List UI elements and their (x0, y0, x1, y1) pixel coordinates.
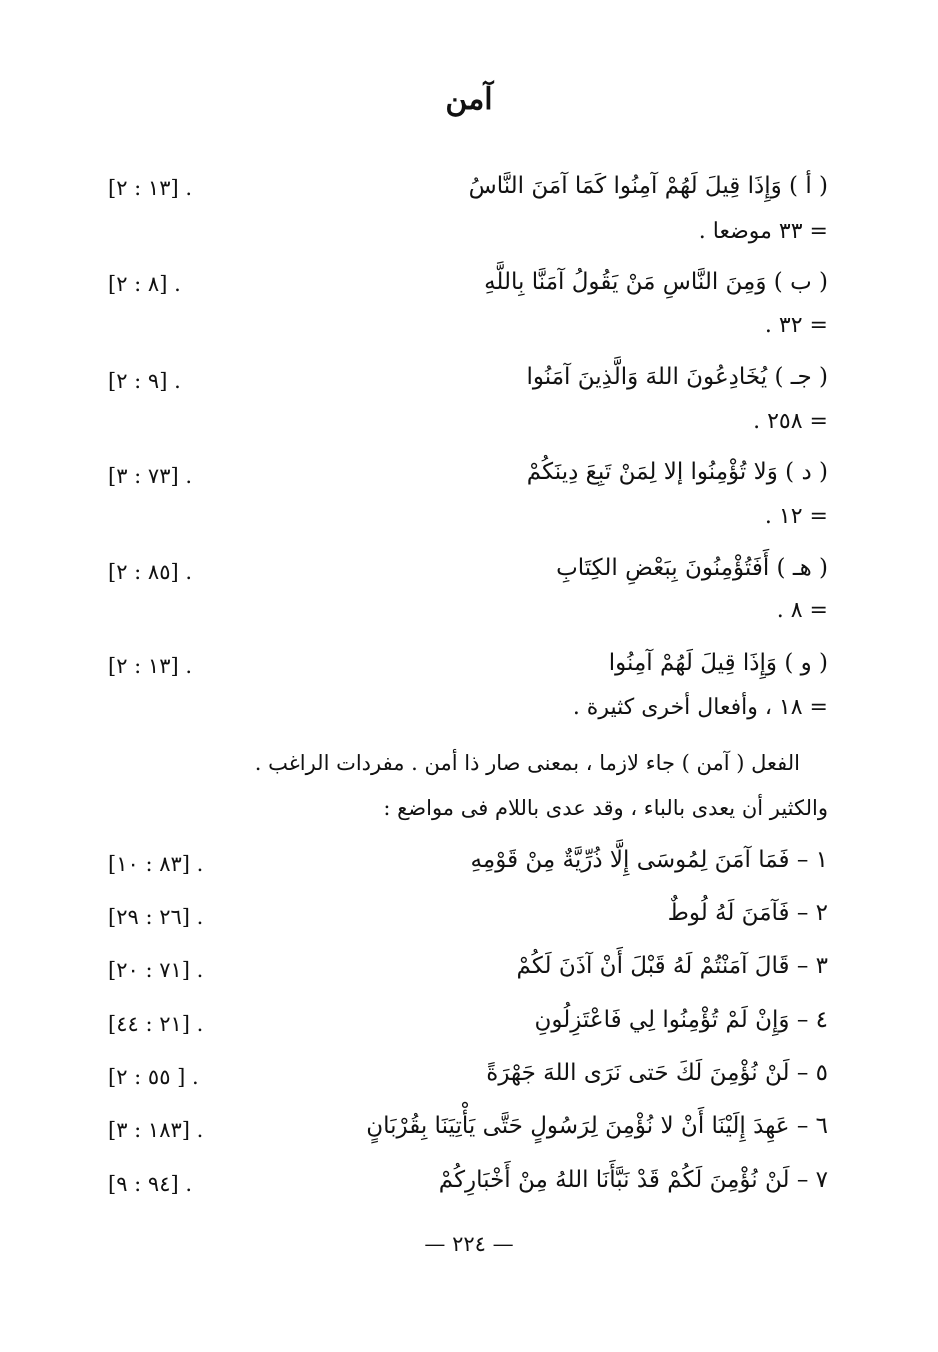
entry-count: = ٢٥٨ . (753, 409, 828, 434)
entry-ref: . [٩٤ : ٩] (108, 1172, 193, 1196)
entry-count: = ١٨ ، وأفعال أخرى كثيرة . (572, 695, 828, 720)
entry-ref: . [٨ : ٢] (108, 272, 181, 296)
entry-count: = ٣٣ موضعا . (698, 219, 828, 244)
entry-text: ١ – فَمَا آمَنَ لِمُوسَى إِلَّا ذُرِّيَّةٌ مِنْ قَوْمِهِ (470, 847, 828, 873)
entry-text: ٢ – فَآمَنَ لَهُ لُوطٌ (667, 900, 828, 926)
entry-text: ( هـ ) أَفَتُؤْمِنُونَ بِبَعْضِ الكِتَابِ (556, 555, 828, 581)
entry-text: ( جـ ) يُخَادِعُونَ اللهَ وَالَّذِينَ آمَنُوا (526, 364, 828, 390)
entry-text: ( د ) وَلا تُؤْمِنُوا إلا لِمَنْ تَبِعَ دِينَكُمْ (526, 459, 828, 485)
entry-text: ٦ – عَهِدَ إِلَيْنَا أَنْ لا نُؤْمِنَ لِرَسُولٍ حَتَّى يَأْتِيَنَا بِقُرْبَانٍ (366, 1113, 828, 1139)
entry-ref: . [١٣ : ٢] (108, 654, 193, 678)
entry-ref: . [٨٣ : ١٠] (108, 852, 204, 876)
entry-text: ( أ ) وَإِذَا قِيلَ لَهُمْ آمِنُوا كَمَا آمَنَ النَّاسُ (468, 173, 828, 199)
page-title: آمن (445, 82, 493, 117)
entry-text: ٤ – وَإِنْ لَمْ تُؤْمِنُوا لِي فَاعْتَزِلُونِ (534, 1007, 828, 1033)
entry-text: ( ب ) وَمِنَ النَّاسِ مَنْ يَقُولُ آمَنَّا بِاللَّهِ (484, 269, 828, 295)
entry-text: ( و ) وَإِذَا قِيلَ لَهُمْ آمِنُوا (608, 650, 828, 676)
entry-ref: . [٢١ : ٤٤] (108, 1012, 204, 1036)
entry-count: = ٨ . (776, 598, 828, 623)
entry-count: = ١٢ . (764, 504, 828, 529)
entry-ref: . [٧١ : ٢٠] (108, 958, 204, 982)
entry-ref: . [ ٥٥ : ٢] (108, 1065, 199, 1089)
entry-text: ٣ – قَالَ آمَنْتُمْ لَهُ قَبْلَ أَنْ آذَنَ لَكُمْ (516, 953, 828, 979)
page-number: — ٢٢٤ — (424, 1232, 514, 1256)
entry-ref: . [٨٥ : ٢] (108, 560, 193, 584)
entry-ref: . [٩ : ٢] (108, 369, 181, 393)
entry-ref: . [١٣ : ٢] (108, 176, 193, 200)
entry-ref: . [٢٦ : ٢٩] (108, 905, 204, 929)
note-line: والكثير أن يعدى بالباء ، وقد عدى باللام فى مواضع : (383, 796, 828, 820)
entry-text: ٧ – لَنْ نُؤْمِنَ لَكُمْ قَدْ نَبَّأَنَا اللهُ مِنْ أَخْبَارِكُمْ (438, 1167, 828, 1193)
note-line: الفعل ( آمن ) جاء لازما ، بمعنى صار ذا أمن . مفردات الراغب . (254, 751, 800, 775)
entry-ref: . [١٨٣ : ٣] (108, 1118, 204, 1142)
entry-count: = ٣٢ . (764, 313, 828, 338)
entry-text: ٥ – لَنْ نُؤْمِنَ لَكَ حَتى نَرَى اللهَ جَهْرَةً (486, 1060, 828, 1086)
entry-ref: . [٧٣ : ٣] (108, 464, 193, 488)
